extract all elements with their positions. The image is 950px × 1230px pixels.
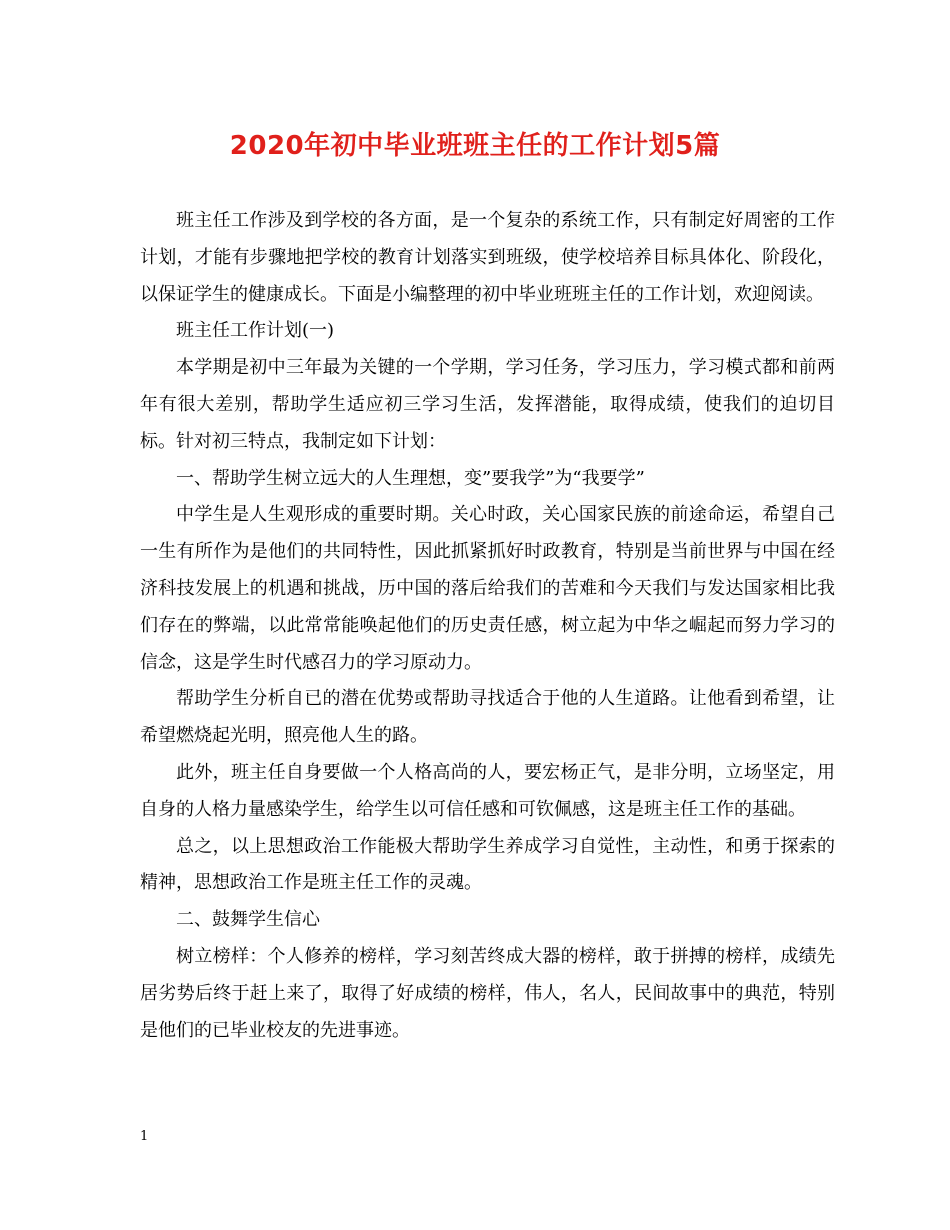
document-body xyxy=(140,203,835,1049)
body-paragraph: 总之，以上思想政治工作能极大帮助学生养成学习自觉性，主动性，和勇于探索的精神，思想政治工作是班主任工作的灵魂。 xyxy=(140,835,835,894)
section-heading-confidence: 二、鼓舞学生信心 xyxy=(176,909,320,931)
body-paragraph: 树立榜样：个人修养的榜样，学习刻苦终成大器的榜样，敢于拼搏的榜样，成绩先居劣势后终于赶上来了，取得了好成绩的榜样，伟人，名人，民间故事中的典范，特别是他们的已毕业校友的先进事迹。 xyxy=(140,945,835,1041)
page-number: 1 xyxy=(140,1129,149,1144)
intro-paragraph: 班主任工作涉及到学校的各方面，是一个复杂的系统工作，只有制定好周密的工作计划，才能有步骤地把学校的教育计划落实到班级，使学校培养目标具体化、阶段化，以保证学生的健康成长。下面是小编整理的初中毕业班班主任的工作计划，欢迎阅读。 xyxy=(140,210,835,305)
body-paragraph: 帮助学生分析自已的潜在优势或帮助寻找适合于他的人生道路。让他看到希望，让希望燃烧起光明，照亮他人生的路。 xyxy=(140,688,835,747)
document-title: 2020年初中毕业班班主任的工作计划5篇 xyxy=(229,131,721,161)
body-paragraph: 本学期是初中三年最为关键的一个学期，学习任务，学习压力，学习模式都和前两年有很大差别，帮助学生适应初三学习生活，发挥潜能，取得成绩，使我们的迫切目标。针对初三特点，我制定如下计划： xyxy=(140,357,835,452)
body-paragraph: 中学生是人生观形成的重要时期。关心时政，关心国家民族的前途命运，希望自己一生有所作为是他们的共同特性，因此抓紧抓好时政教育，特别是当前世界与中国在经济科技发展上的机遇和挑战，历中国的落后给我们的苦难和今天我们与发达国家相比我们存在的弊端，以此常常能唤起他们的历史责任感，树立起为中华之崛起而努力学习的信念，这是学生时代感召力的学习原动力。 xyxy=(140,504,835,673)
section-heading-ideals: 一、帮助学生树立远大的人生理想，变”要我学”为“我要学” xyxy=(176,467,645,489)
body-paragraph: 此外，班主任自身要做一个人格高尚的人，要宏杨正气，是非分明，立场坚定，用自身的人格力量感染学生，给学生以可信任感和可钦佩感，这是班主任工作的基础。 xyxy=(140,761,835,820)
section-heading-plan-1: 班主任工作计划(一) xyxy=(176,320,335,342)
